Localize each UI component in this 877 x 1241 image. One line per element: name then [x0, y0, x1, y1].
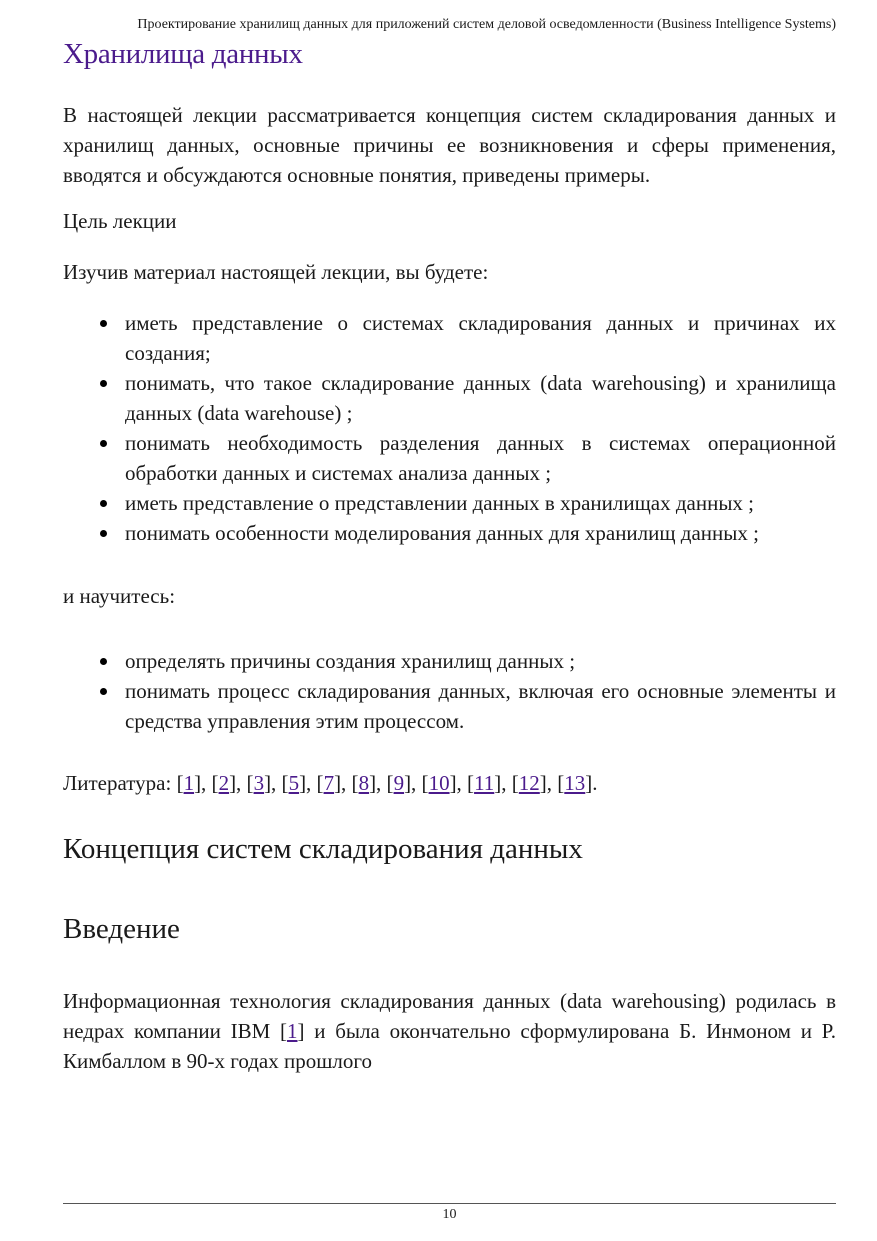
reference-link[interactable]: 10: [428, 771, 450, 795]
reference-link[interactable]: 12: [518, 771, 540, 795]
reference-link[interactable]: 3: [253, 771, 265, 795]
reference-link[interactable]: 1: [183, 771, 195, 795]
reference-link[interactable]: 1: [287, 1019, 298, 1043]
references-line: Литература: [1], [2], [3], [5], [7], [8], [9], [10], [11], [12], [13].: [63, 771, 598, 795]
page-number: 10: [442, 1207, 457, 1222]
body-text-end: ] и была окончательно сформулирована Б. Инмоном и Р. Кимбаллом в 90-х годах прошлого: [63, 1019, 836, 1073]
section-heading: Концепция систем складирования данных: [63, 833, 583, 865]
list-item: понимать процесс складирования данных, включая его основные элементы и средства управления этим процессом.: [63, 676, 836, 736]
references-label: Литература:: [63, 771, 172, 795]
list-item: понимать, что такое складирование данных (data warehousing) и хранилища данных (data warehouse) ;: [63, 368, 836, 428]
learn-list: [63, 646, 836, 736]
list-item: понимать особенности моделирования данных для хранилищ данных ;: [63, 518, 836, 548]
learn-lead: и научитесь:: [63, 584, 176, 608]
page-title: Хранилища данных: [63, 38, 303, 70]
study-list: [63, 308, 836, 548]
list-item: иметь представление о системах складирования данных и причинах их создания;: [63, 308, 836, 368]
study-lead: Изучив материал настоящей лекции, вы будете:: [63, 260, 489, 284]
reference-link[interactable]: 13: [564, 771, 586, 795]
reference-link[interactable]: 2: [218, 771, 230, 795]
footer-divider: [63, 1203, 836, 1204]
body-paragraph: [63, 986, 836, 1076]
list-item: определять причины создания хранилищ данных ;: [63, 646, 836, 676]
goal-heading: Цель лекции: [63, 209, 177, 233]
reference-link[interactable]: 11: [474, 771, 495, 795]
reference-link[interactable]: 5: [288, 771, 300, 795]
document-body: [63, 100, 836, 1076]
body-text-start: Информационная технология складирования данных (data warehousing) родилась в недрах компании IBM [: [63, 989, 836, 1043]
reference-link[interactable]: 9: [393, 771, 405, 795]
list-item: иметь представление о представлении данных в хранилищах данных ;: [63, 488, 836, 518]
subsection-heading: Введение: [63, 913, 180, 945]
list-item: понимать необходимость разделения данных в системах операционной обработки данных и системах анализа данных ;: [63, 428, 836, 488]
reference-link[interactable]: 8: [358, 771, 370, 795]
running-header: Проектирование хранилищ данных для приложений систем деловой осведомленности (Business Intelligence Systems): [137, 17, 836, 32]
intro-paragraph: В настоящей лекции рассматривается концепция систем складирования данных и хранилищ данных, основные причины ее возникновения и сферы применения, вводятся и обсуждаются основные понятия, приведены примеры.: [63, 103, 836, 187]
reference-link[interactable]: 7: [323, 771, 335, 795]
